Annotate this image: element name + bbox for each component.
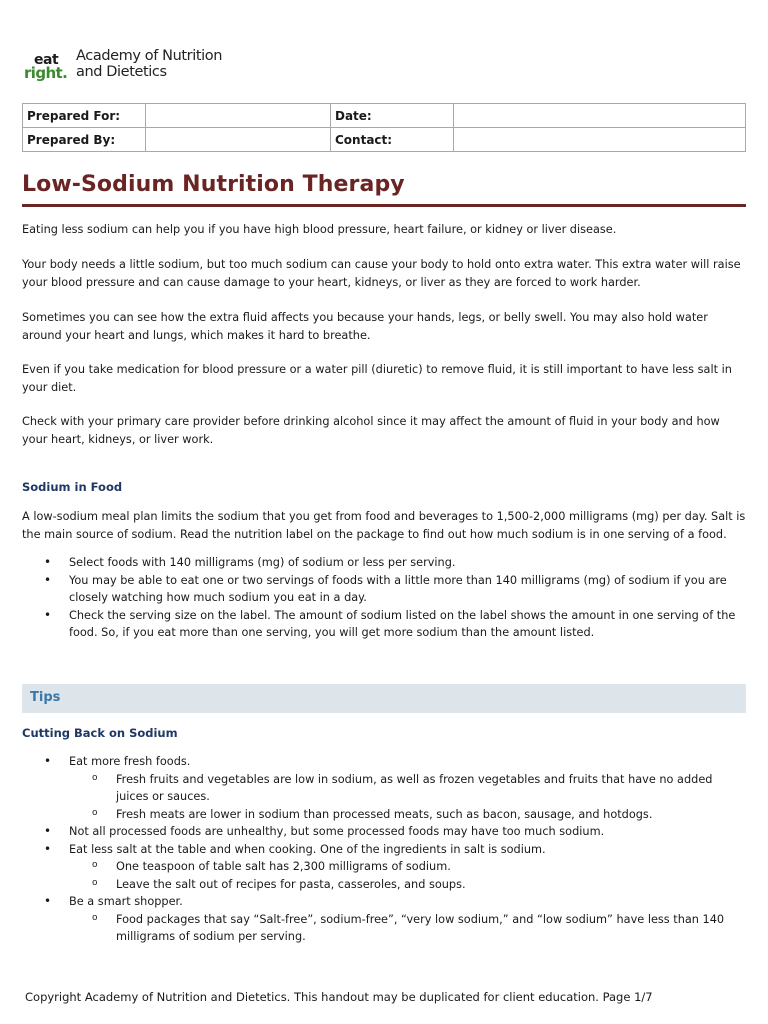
academy-logo: [24, 48, 224, 88]
table-row: [23, 128, 746, 152]
list-item-text: Not all processed foods are unhealthy, but some processed foods may have too much sodium.: [69, 825, 605, 838]
date-field[interactable]: [454, 104, 746, 128]
prepared-by-label: Prepared By:: [23, 128, 146, 152]
sub-list-item: o Fresh meats are lower in sodium than processed meats, such as bacon, sausage, and hotdogs.: [69, 806, 748, 824]
prepared-by-field[interactable]: [146, 128, 331, 152]
eatright-logo-mark: [24, 52, 72, 84]
sodium-paragraph: A low-sodium meal plan limits the sodium that you get from food and beverages to 1,500-2,000 milligrams (mg) per day. Salt is the main source of sodium. Read the nutrition label on the package to find out how much sodium is in one serving of a food.: [22, 510, 746, 541]
sodium-bullet-list: [22, 554, 748, 642]
intro-paragraph: Check with your primary care provider before drinking alcohol since it may affect the amount of fluid in your body and how your heart, kidneys, or liver work.: [22, 415, 720, 446]
tips-section-bar: [22, 684, 746, 713]
sub-list: [69, 771, 748, 824]
date-label: Date:: [331, 104, 454, 128]
page-title: Low-Sodium Nutrition Therapy: [22, 172, 405, 197]
table-row: [23, 104, 746, 128]
list-item-text: Be a smart shopper.: [69, 895, 183, 908]
prepared-for-field[interactable]: [146, 104, 331, 128]
title-divider: [22, 204, 746, 207]
list-item-text: Eat less salt at the table and when cooking. One of the ingredients in salt is sodium.: [69, 842, 546, 856]
intro-paragraph: Sometimes you can see how the extra fluid affects you because your hands, legs, or belly swell. You may also hold water around your heart and lungs, which makes it hard to breathe.: [22, 311, 708, 342]
sub-list-item: o One teaspoon of table salt has 2,300 milligrams of sodium.: [69, 858, 748, 876]
list-item: • Select foods with 140 milligrams (mg) of sodium or less per serving.: [22, 554, 748, 572]
list-item: [22, 841, 748, 894]
intro-paragraph: Your body needs a little sodium, but too much sodium can cause your body to hold onto extra water. This extra water will raise your blood pressure and can cause damage to your heart, kidneys, or liver as they are forced to work harder.: [22, 258, 741, 289]
tips-label: Tips: [30, 690, 61, 705]
list-item: [22, 823, 748, 841]
prepared-for-label: Prepared For:: [23, 104, 146, 128]
section-heading-cutting-back: Cutting Back on Sodium: [22, 726, 178, 740]
prepared-info-table: [22, 103, 746, 152]
contact-field[interactable]: [454, 128, 746, 152]
intro-paragraph: Even if you take medication for blood pressure or a water pill (diuretic) to remove fluid, it is still important to have less salt in your diet.: [22, 363, 732, 394]
sub-list: [69, 911, 748, 946]
logo-line-2: and Dietetics: [76, 64, 167, 80]
list-item: [22, 753, 748, 823]
section-heading-sodium-in-food: Sodium in Food: [22, 480, 123, 494]
logo-right-text: right.: [24, 64, 68, 82]
list-item: [22, 893, 748, 946]
list-item: • Check the serving size on the label. The amount of sodium listed on the label shows the amount in one serving of the food. So, if you eat more than one serving, you will get more sodium than the amount listed.: [22, 607, 748, 642]
intro-paragraph: Eating less sodium can help you if you have high blood pressure, heart failure, or kidney or liver disease.: [22, 223, 617, 236]
sub-list: [69, 858, 748, 893]
sub-list-item: o Food packages that say “Salt-free”, sodium-free”, “very low sodium,” and “low sodium” have less than 140 milligrams of sodium per serving.: [69, 911, 748, 946]
sub-list-item: o Leave the salt out of recipes for pasta, casseroles, and soups.: [69, 876, 748, 894]
logo-eat-text: eat: [34, 52, 59, 68]
logo-org-name: [76, 48, 222, 80]
list-item: • You may be able to eat one or two servings of foods with a little more than 140 milligrams (mg) of sodium if you are closely watching how much sodium you eat in a day.: [22, 572, 748, 607]
logo-line-1: Academy of Nutrition: [76, 48, 223, 64]
contact-label: Contact:: [331, 128, 454, 152]
tips-bullet-list: [22, 753, 748, 946]
list-item-text: Eat more fresh foods.: [69, 755, 191, 768]
page-footer: Copyright Academy of Nutrition and Dietetics. This handout may be duplicated for client education. Page 1/7: [25, 990, 653, 1004]
sub-list-item: o Fresh fruits and vegetables are low in sodium, as well as frozen vegetables and fruits that have no added juices or sauces.: [69, 771, 748, 806]
